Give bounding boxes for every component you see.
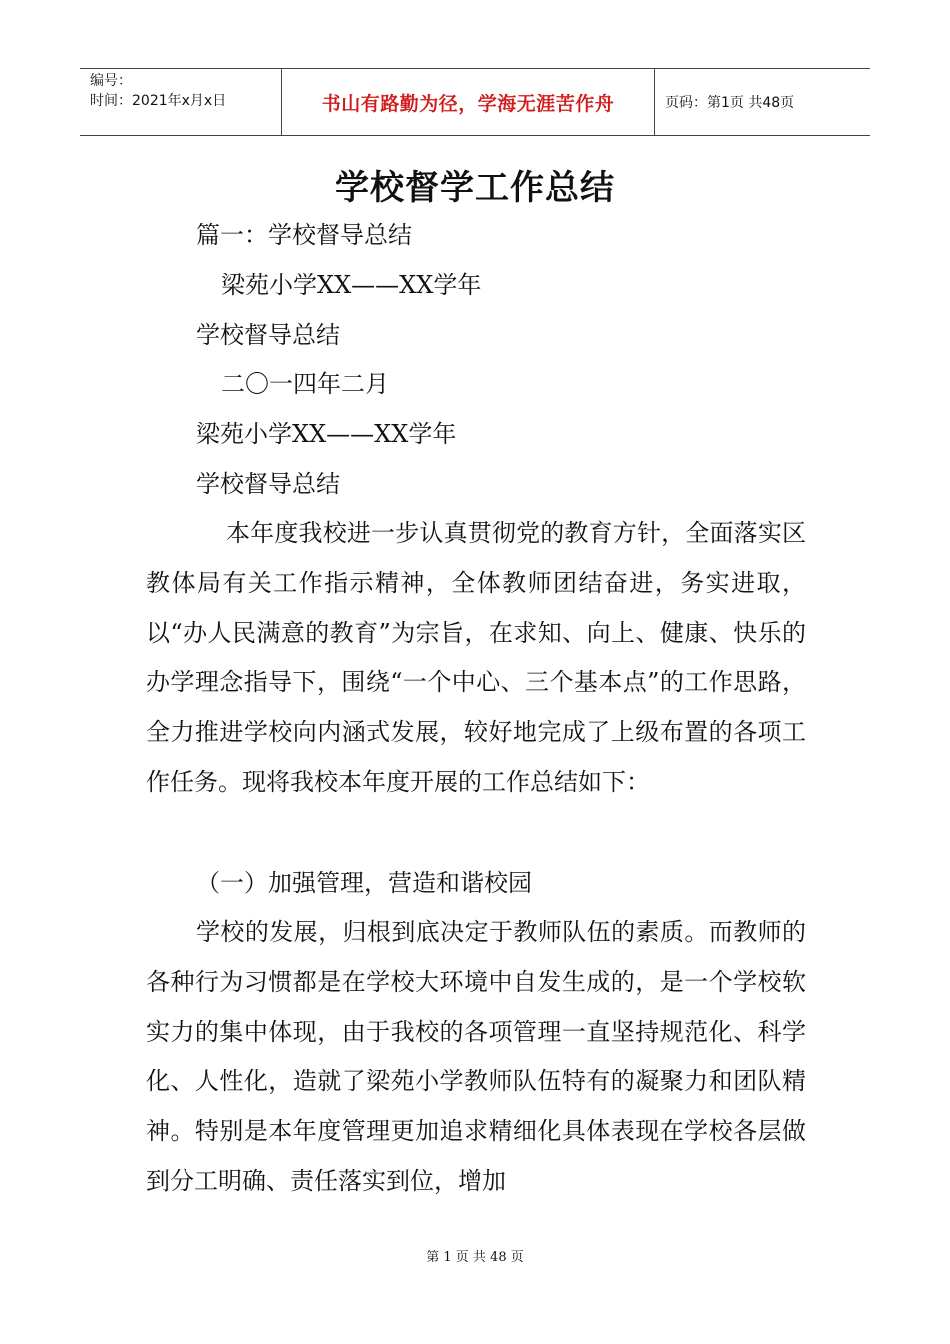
body-paragraph: 本年度我校进一步认真贯彻党的教育方针，全面落实区教体局有关工作指示精神，全体教师团结奋进，务实进取，以“办人民满意的教育”为宗旨，在求知、向上、健康、快乐的办学理念指导下，围绕“一个中心、三个基本点”的工作思路，全力推进学校向内涵式发展，较好地完成了上级布置的各项工作任务。现将我校本年度开展的工作总结如下： xyxy=(146,519,806,796)
document-number-label: 编号： xyxy=(90,73,132,89)
text-line: 梁苑小学XX——XX学年 xyxy=(221,271,482,299)
document-time-label: 时间：2021年x月x日 xyxy=(90,93,227,109)
header-motto: 书山有路勤为径，学海无涯苦作舟 xyxy=(282,69,655,135)
page-footer: 第 1 页 共 48 页 xyxy=(426,1250,524,1265)
section-heading: （一）加强管理，营造和谐校园 xyxy=(196,869,532,897)
text-line: 学校督导总结 xyxy=(196,321,340,349)
text-line: 学校督导总结 xyxy=(196,470,340,498)
header-meta-cell xyxy=(80,69,282,135)
text-line: 梁苑小学XX——XX学年 xyxy=(196,420,457,448)
document-title: 学校督学工作总结 xyxy=(335,168,615,208)
text-line: 二〇一四年二月 xyxy=(221,370,389,398)
body-paragraph: 学校的发展，归根到底决定于教师队伍的素质。而教师的各种行为习惯都是在学校大环境中自发生成的，是一个学校软实力的集中体现，由于我校的各项管理一直坚持规范化、科学化、人性化，造就了梁苑小学教师队伍特有的凝聚力和团队精神。特别是本年度管理更加追求精细化具体表现在学校各层做到分工明确、责任落实到位，增加 xyxy=(146,918,806,1195)
header-page-info: 页码：第1页 共48页 xyxy=(665,95,795,111)
text-line: 篇一：学校督导总结 xyxy=(196,221,412,249)
header-table xyxy=(80,68,870,136)
